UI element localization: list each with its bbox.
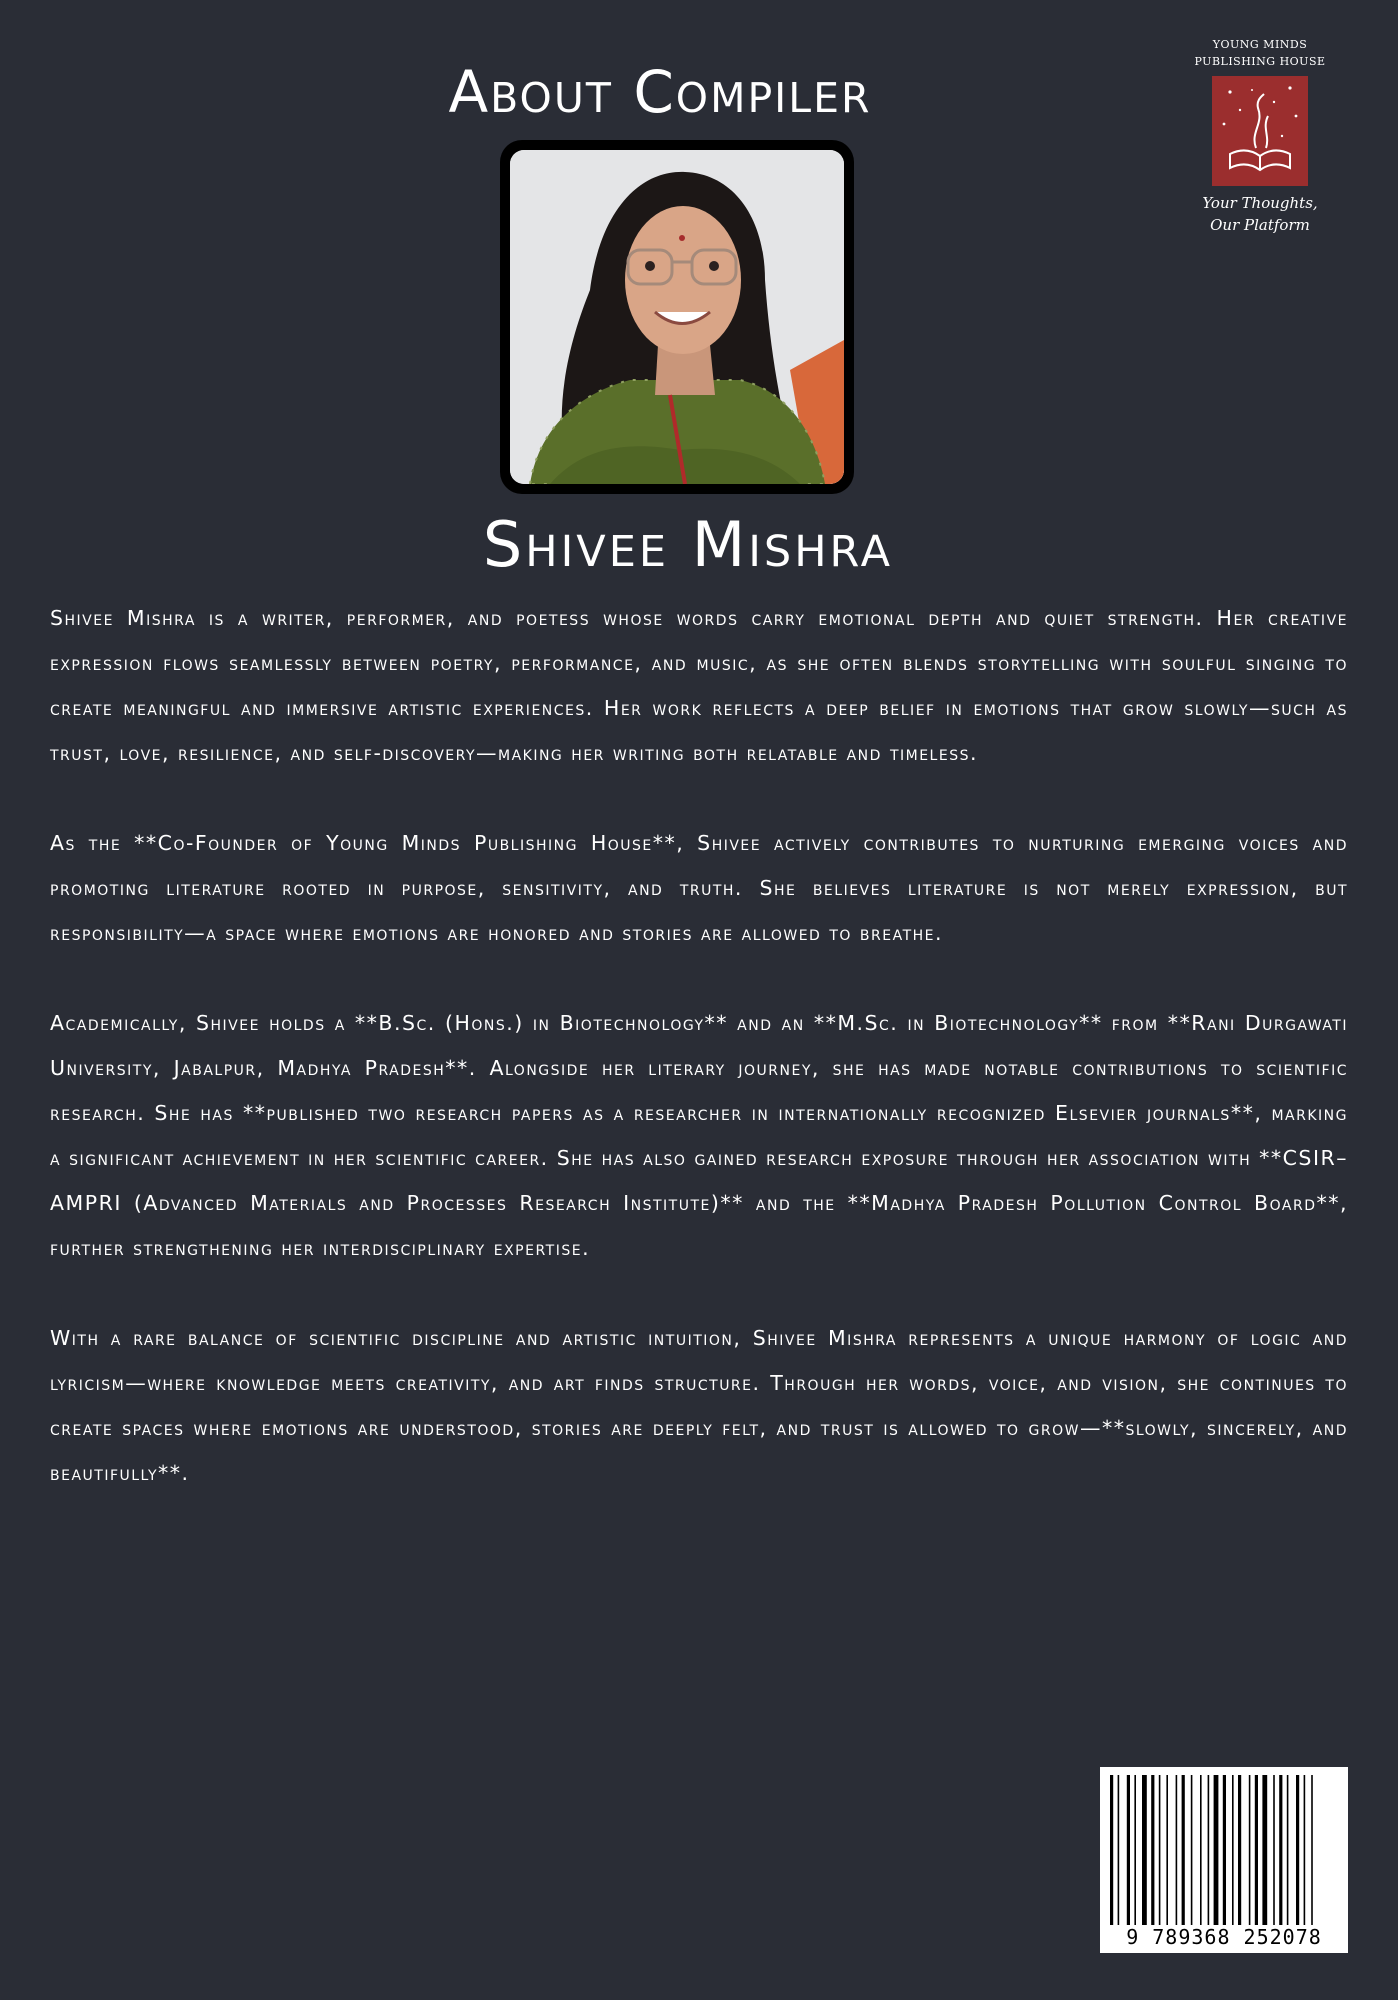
compiler-photo-frame xyxy=(500,140,854,494)
publisher-logo xyxy=(1180,36,1340,236)
logo-tagline-line1: Your Thoughts, xyxy=(1202,194,1318,212)
logo-name-line1: YOUNG MINDS xyxy=(1212,38,1308,51)
page-title: About Compiler xyxy=(448,58,872,126)
bio-paragraph-cofounder: As the **Co-Founder of Young Minds Publishing House**, Shivee actively contributes to nurturing emerging voices and promoting literature rooted in purpose, sensitivity, and truth. She believes literature is not merely expression, but responsibility—a space where emotions are honored and stories are allowed to breathe. xyxy=(50,831,1348,945)
compiler-name: Shivee Mishra xyxy=(482,508,894,581)
logo-name-line2: PUBLISHING HOUSE xyxy=(1194,55,1326,68)
bio-paragraph-academics: Academically, Shivee holds a **B.Sc. (Hons.) in Biotechnology** and an **M.Sc. in Biotechnology** from **Rani Durgawati University, Jabalpur, Madhya Pradesh**. Alongside her literary journey, she has made notable contributions to scientific research. She has **published two research papers as a researcher in internationally recognized Elsevier journals**, marking a significant achievement in her scientific career. She has also gained research exposure through her association with **CSIR–AMPRI (Advanced Materials and Processes Research Institute)** and the **Madhya Pradesh Pollution Control Board**, further strengthening her interdisciplinary expertise. xyxy=(50,1011,1348,1260)
bio-paragraph-intro: Shivee Mishra is a writer, performer, and poetess whose words carry emotional depth and quiet strength. Her creative expression flows seamlessly between poetry, performance, and music, as she often blends storytelling with soulful singing to create meaningful and immersive artistic experiences. Her work reflects a deep belief in emotions that grow slowly—such as trust, love, resilience, and self-discovery—making her writing both relatable and timeless. xyxy=(50,606,1348,765)
compiler-photo xyxy=(510,150,844,484)
isbn-barcode xyxy=(1100,1767,1348,1953)
bio-text xyxy=(50,596,1348,1541)
bio-paragraph-closing: With a rare balance of scientific discipline and artistic intuition, Shivee Mishra represents a unique harmony of logic and lyricism—where knowledge meets creativity, and art finds structure. Through her words, voice, and vision, she continues to create spaces where emotions are understood, stories are deeply felt, and trust is allowed to grow—**slowly, sincerely, and beautifully**. xyxy=(50,1326,1348,1485)
logo-tagline-line2: Our Platform xyxy=(1210,216,1310,234)
logo-emblem-icon xyxy=(1212,76,1308,186)
isbn-number: 9 789368 252078 xyxy=(1126,1925,1322,1949)
